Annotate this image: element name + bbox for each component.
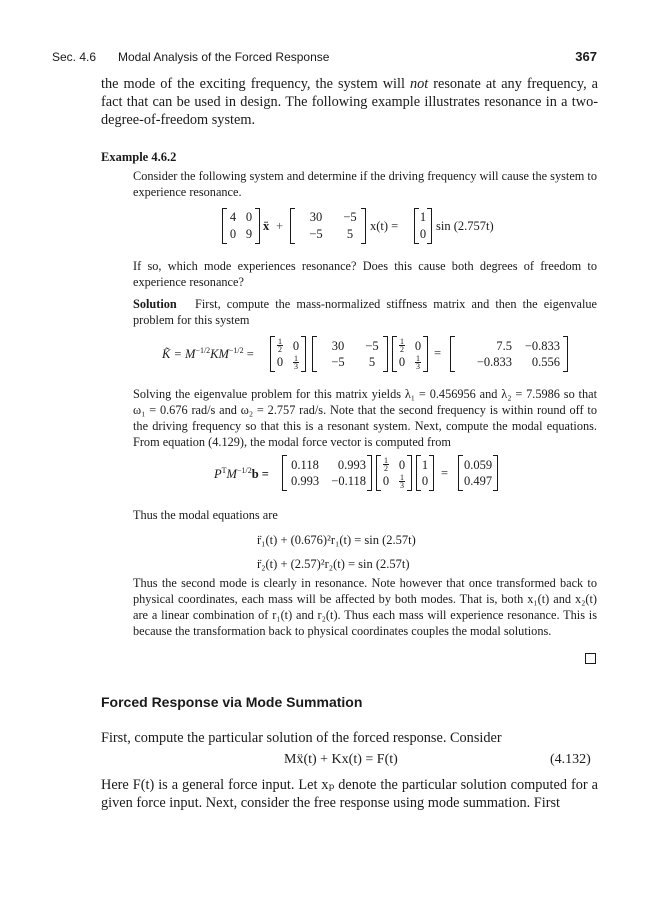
matrix-cell: 0 — [292, 339, 300, 353]
equation-number: (4.132) — [550, 752, 591, 767]
k-tilde-result-matrix — [450, 336, 568, 372]
matrix-cell: 0 — [245, 210, 253, 224]
matrix-cell: 4 — [229, 210, 237, 224]
eq2-sup2: −1/2 — [228, 346, 244, 355]
k-matrix — [312, 336, 388, 372]
conclusion-paragraph: Thus the second mode is clearly in resonance. Note however that once transformed back to physical coordinates, each mass will be affected by both modes. That is, both x₁(t) and x₂(t) are a linear combination of r₁(t) and r₂(t). Thus each mass will experience resonance. This is because the transformation back to physical coordinates couples the modal solutions. — [133, 576, 597, 638]
matrix-cell: 0.556 — [531, 355, 560, 369]
intro-paragraph — [101, 75, 598, 129]
modal-intro: Thus the modal equations are — [133, 508, 278, 522]
fraction-third: 1 3 — [416, 354, 420, 371]
equation-4-132: Mẍ(t) + Kx(t) = F(t) — [284, 752, 398, 767]
matrix-cell: 0 — [419, 227, 427, 241]
matrix-cell: 0 — [382, 474, 390, 488]
matrix-cell: −0.833 — [524, 339, 560, 353]
intro-text-b: resonate at any frequency, a fact that can be used in design. The following example illustrates resonance in a two-degree-of-freedom system. — [101, 76, 599, 128]
matrix-cell: 0.118 — [291, 458, 319, 472]
matrix-cell: 0 — [414, 339, 422, 353]
section-intro: First, compute the particular solution of the forced response. Consider — [101, 730, 502, 746]
equals-sign: = — [441, 466, 449, 480]
eq3-m: M — [226, 467, 237, 482]
force-vector — [414, 208, 432, 244]
matrix-cell: −0.833 — [476, 355, 512, 369]
eq2-lhs-text: K̃ = M — [162, 347, 196, 362]
modal-equation-2: r̈₂(t) + (2.57)²r₂(t) = sin (2.57t) — [257, 557, 410, 571]
p-transpose-matrix — [282, 455, 372, 491]
eq3-lhs — [214, 466, 269, 482]
matrix-cell: 0 — [398, 458, 406, 472]
page-number: 367 — [575, 49, 597, 64]
eq2-mid: KM — [210, 347, 229, 362]
matrix-cell: −5 — [331, 355, 345, 369]
fraction-third: 1 3 — [294, 354, 298, 371]
plus-sign: + — [276, 219, 284, 233]
running-header-section: Sec. 4.6 — [52, 50, 97, 64]
matrix-cell: 0.993 — [337, 458, 366, 472]
mass-matrix — [222, 208, 260, 244]
eigenvalue-paragraph: Solving the eigenvalue problem for this matrix yields λ₁ = 0.456956 and λ₂ = 7.5986 so that ω₁ = 0.676 rad/s and ω₂ = 2.757 rad/s. Note that the second frequency is within round off to the driving frequency so that this is a resonant system. Next, compute the modal equations. From equation (4.129), the modal force vector is computed from — [133, 387, 597, 449]
qed-box-icon — [585, 653, 596, 664]
matrix-cell: 1 — [419, 210, 427, 224]
eq3-b: b = — [251, 467, 269, 482]
fraction-third: 1 3 — [400, 473, 404, 490]
m-inv-sqrt-matrix — [376, 455, 412, 491]
section-after-paragraph: Here F(t) is a general force input. Let xₚ denote the particular solution computed for a given force input. Next, consider the free response using mode summation. First — [101, 777, 598, 811]
running-header-title: Modal Analysis of the Forced Response — [118, 50, 330, 64]
intro-emphasis: not — [409, 76, 429, 92]
matrix-cell: 0 — [398, 355, 406, 369]
m-inv-sqrt-matrix-left — [270, 336, 306, 372]
m-inv-sqrt-matrix-right — [392, 336, 428, 372]
matrix-cell: 30 — [331, 339, 345, 353]
fraction-half: 1 2 — [400, 337, 404, 354]
example-question: If so, which mode experiences resonance? Does this cause both degrees of freedom to experience resonance? — [133, 259, 597, 289]
matrix-cell: −0.118 — [331, 474, 366, 488]
section-title: Forced Response via Mode Summation — [101, 694, 363, 710]
modal-force-vector — [458, 455, 498, 491]
fraction-half: 1 2 — [278, 337, 282, 354]
matrix-cell: 9 — [245, 227, 253, 241]
force-vector — [416, 455, 434, 491]
stiffness-matrix — [290, 208, 366, 244]
matrix-cell: 0 — [421, 474, 429, 488]
eq3-p: P — [214, 467, 222, 482]
fraction-half: 1 2 — [384, 456, 388, 473]
matrix-cell: −5 — [309, 227, 323, 241]
eq3-sup-t: T — [221, 466, 227, 475]
eq2-lhs — [162, 346, 254, 362]
matrix-cell: 5 — [368, 355, 376, 369]
matrix-cell: 0 — [229, 227, 237, 241]
equals-sign: = — [246, 347, 254, 362]
eq3-sup: −1/2 — [236, 466, 252, 475]
example-heading: Example 4.6.2 — [101, 150, 177, 164]
matrix-cell: 0.993 — [290, 474, 320, 488]
matrix-cell: −5 — [365, 339, 379, 353]
matrix-cell: 1 — [421, 458, 429, 472]
matrix-cell: 0 — [276, 355, 284, 369]
intro-text-a: the mode of the exciting frequency, the system will — [101, 76, 410, 92]
matrix-cell: 0.497 — [463, 474, 493, 488]
matrix-cell: 5 — [346, 227, 354, 241]
matrix-cell: −5 — [343, 210, 357, 224]
x-ddot: ẍ — [263, 219, 270, 233]
eq2-sup1: −1/2 — [195, 346, 211, 355]
equals-sign: = — [434, 346, 442, 360]
matrix-cell: 0.059 — [463, 458, 493, 472]
solution-text: First, compute the mass-normalized stiffness matrix and then the eigenvalue problem for this system — [133, 297, 597, 327]
matrix-cell: 30 — [309, 210, 323, 224]
forcing-term: sin (2.757t) — [436, 219, 494, 233]
example-statement: Consider the following system and determine if the driving frequency will cause the system to experience resonance. — [133, 169, 597, 199]
matrix-cell: 7.5 — [496, 339, 512, 353]
solution-paragraph — [133, 296, 597, 328]
modal-equation-1: r̈₁(t) + (0.676)²r₁(t) = sin (2.57t) — [257, 533, 416, 547]
solution-label: Solution — [133, 297, 177, 311]
x-of-t: x(t) = — [370, 219, 399, 233]
